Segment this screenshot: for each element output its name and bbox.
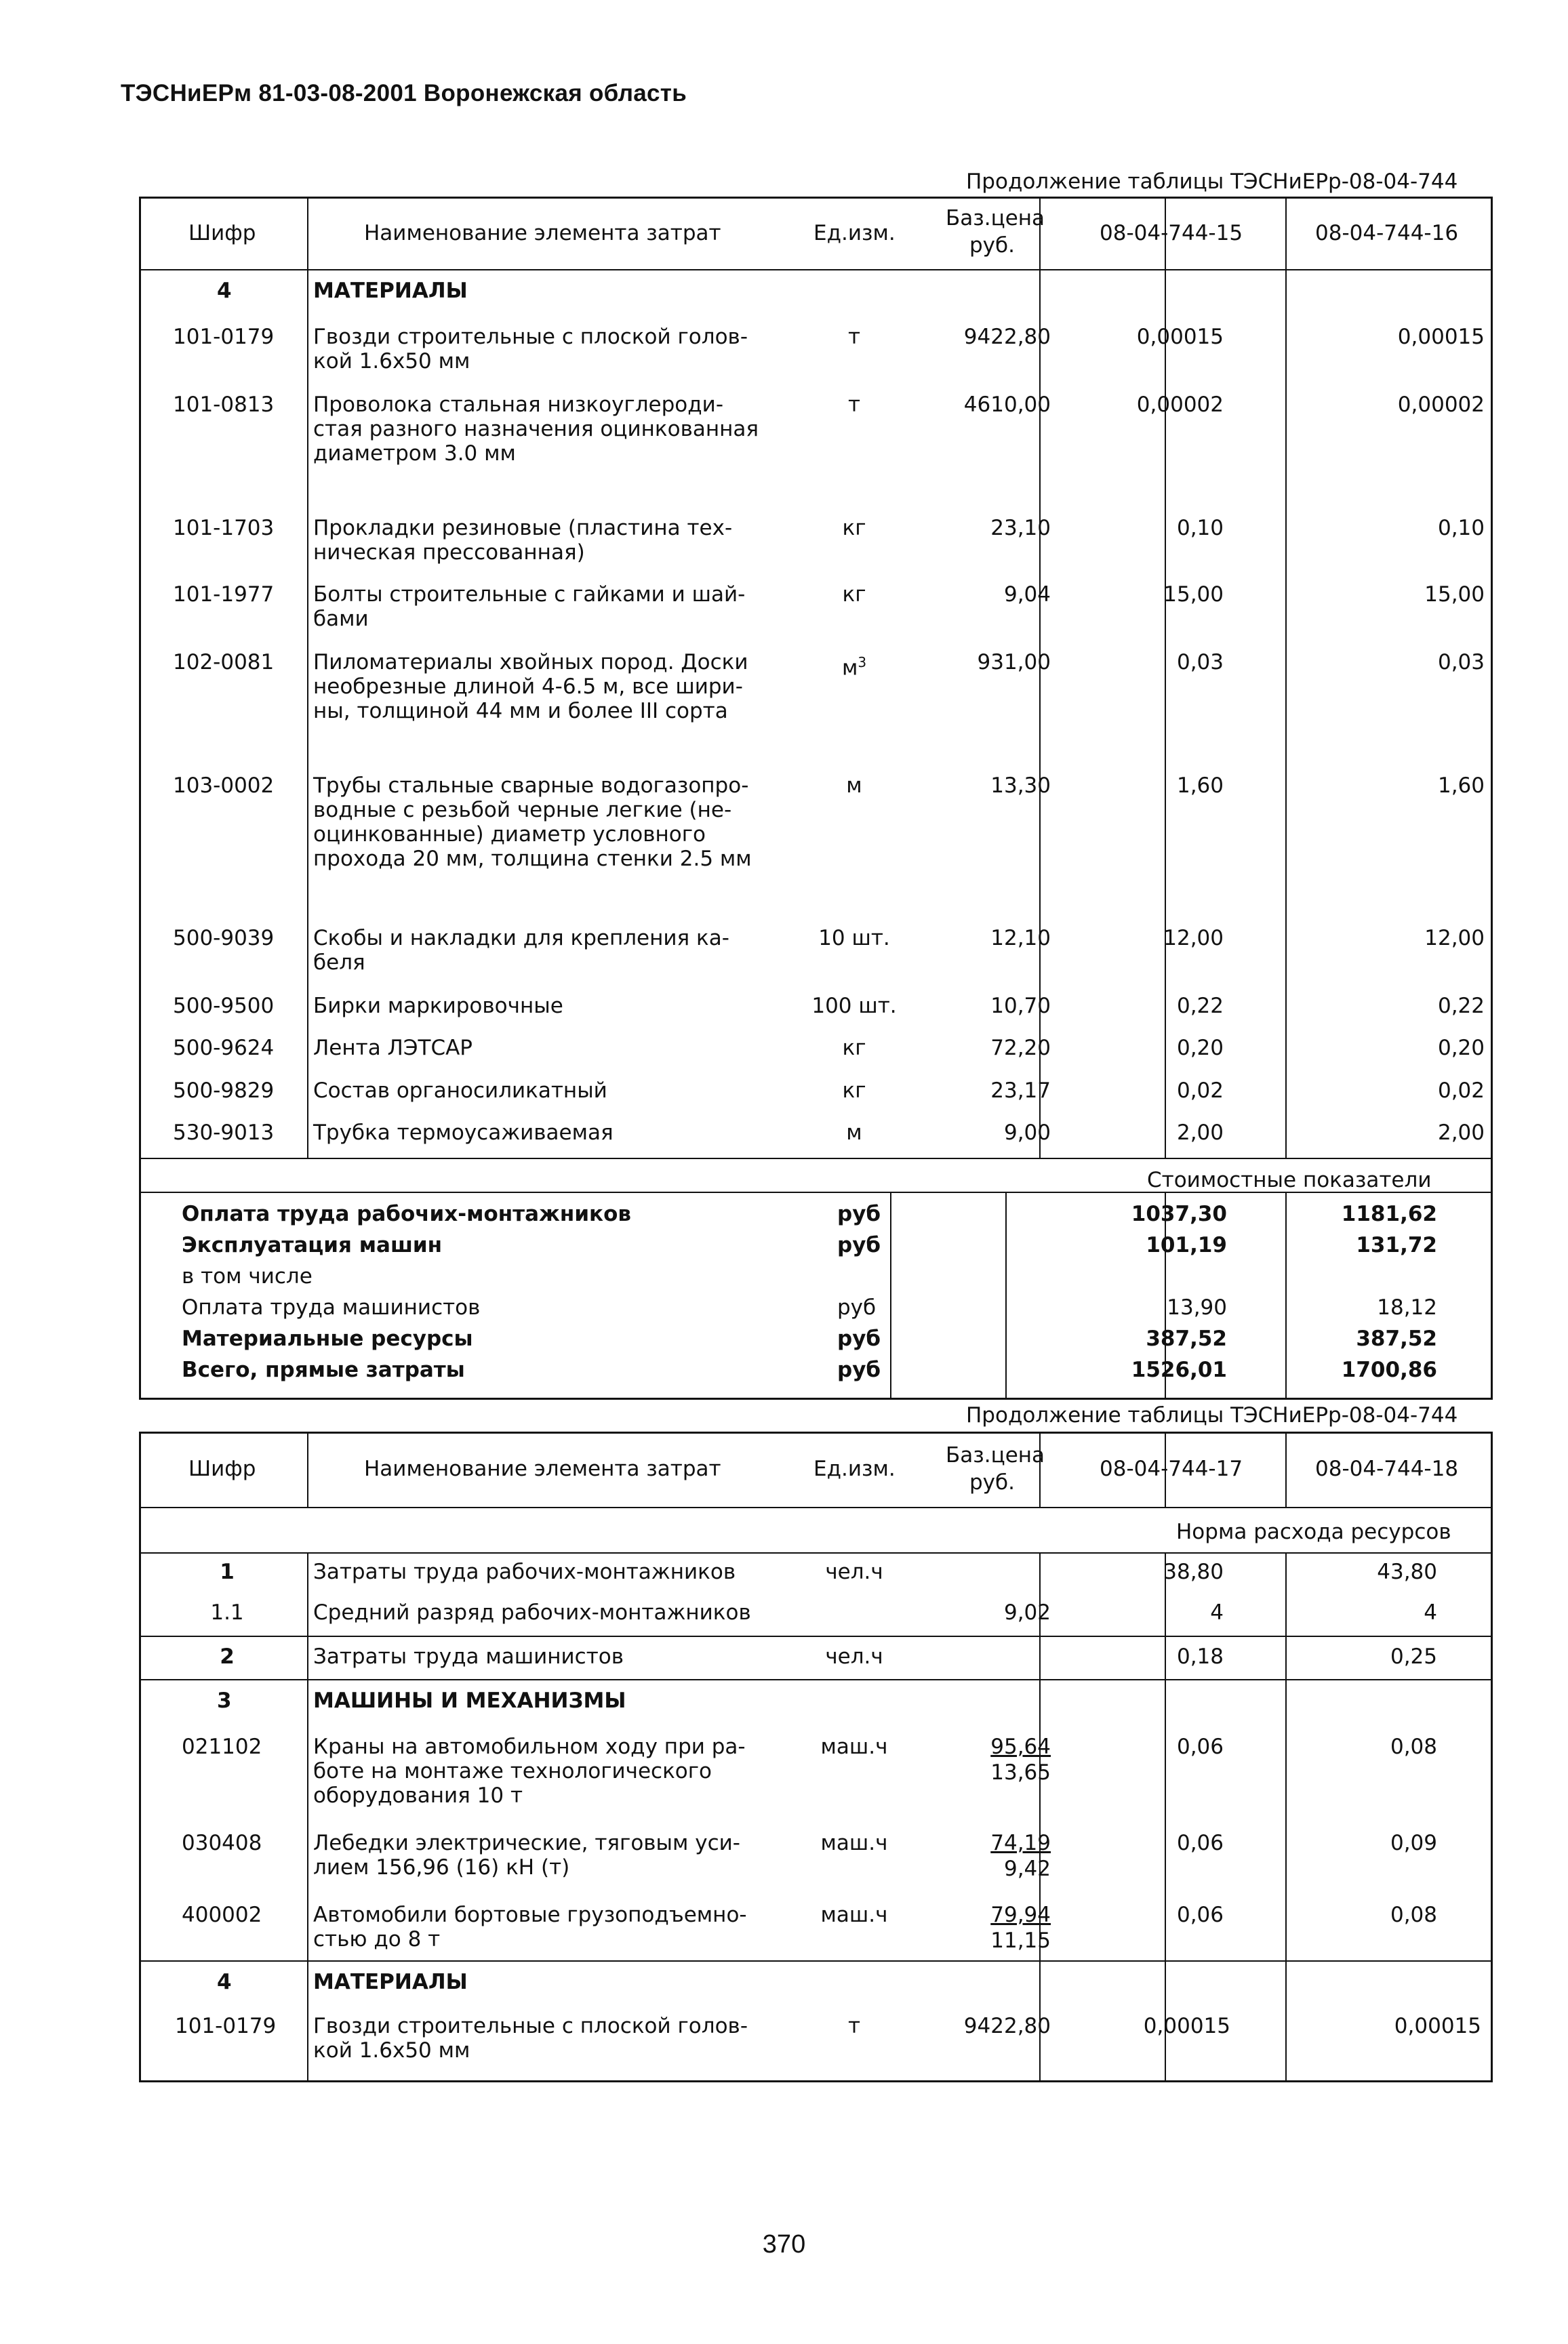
row-value-2: 0,00002 (1397, 392, 1485, 417)
row-code: 021102 (182, 1735, 262, 1759)
row-name-line: Пиломатериалы хвойных пород. Доски (313, 650, 748, 674)
row-unit: м (846, 1120, 862, 1145)
row-name-line: ны, толщиной 44 мм и более III сорта (313, 699, 728, 723)
row-value-1: 0,03 (1176, 650, 1224, 674)
row-name-line: Бирки маркировочные (313, 994, 563, 1018)
row-value-1: 0,20 (1176, 1036, 1224, 1060)
row-value-2: 0,10 (1437, 516, 1485, 540)
row-value-2: 0,22 (1437, 994, 1485, 1018)
row-unit: маш.ч (820, 1831, 888, 1855)
row-price: 4610,00 (963, 392, 1051, 417)
row-unit: 10 шт. (818, 926, 890, 950)
col-header-price: Баз.цена (946, 206, 1045, 230)
norm-section-header: Норма расхода ресурсов (1176, 1520, 1451, 1544)
row-code: 101-0179 (173, 325, 275, 349)
row-value-1: 4 (1210, 1600, 1224, 1625)
row-code: 030408 (182, 1831, 262, 1855)
row-value-1: 0,02 (1176, 1078, 1224, 1103)
row-price: 23,17 (990, 1078, 1051, 1103)
row-name-line: боте на монтаже технологического (313, 1759, 712, 1783)
row-code: 1.1 (210, 1600, 244, 1625)
row-name: Затраты труда машинистов (313, 1644, 624, 1669)
col-header-code: Шифр (188, 221, 256, 245)
row-value-2: 15,00 (1424, 582, 1485, 607)
row-name-line: диаметром 3.0 мм (313, 441, 516, 466)
row-price: 931,00 (977, 650, 1051, 674)
table1-continuation: Продолжение таблицы ТЭСНиЕРр-08-04-744 (966, 169, 1458, 194)
row-price: 95,64 (990, 1735, 1051, 1759)
row-code: 101-0179 (175, 2014, 277, 2038)
row-unit: т (847, 325, 861, 349)
row-name-line: Краны на автомобильном ходу при ра- (313, 1735, 746, 1759)
row-value-2: 0,02 (1437, 1078, 1485, 1103)
cost-value-1: 1037,30 (1131, 1202, 1227, 1226)
row-value-2: 0,25 (1390, 1644, 1437, 1669)
row-unit: 100 шт. (811, 994, 897, 1018)
row-value-2: 0,09 (1390, 1831, 1437, 1855)
row-code: 101-1703 (173, 516, 275, 540)
row-unit: чел.ч (825, 1560, 883, 1584)
row-code: 530-9013 (173, 1120, 275, 1145)
page-number: 370 (762, 2230, 806, 2259)
row-price: 10,70 (990, 994, 1051, 1018)
cost-label: Всего, прямые затраты (182, 1358, 465, 1382)
row-unit: т (847, 2014, 861, 2038)
row-name-line: Скобы и накладки для крепления ка- (313, 926, 729, 950)
row-price: 23,10 (990, 516, 1051, 540)
row-unit: кг (842, 1078, 866, 1103)
row-price: 9,02 (1003, 1600, 1051, 1625)
row-value-2: 43,80 (1377, 1560, 1437, 1584)
row-name-line: Лебедки электрические, тяговым уси- (313, 1831, 740, 1855)
cost-value-1: 1526,01 (1131, 1358, 1227, 1382)
row-price: 72,20 (990, 1036, 1051, 1060)
cost-value-1: 13,90 (1167, 1295, 1227, 1320)
t2-col-header-value-2: 08-04-744-18 (1315, 1457, 1459, 1481)
row-price-machinist: 9,42 (1003, 1857, 1051, 1881)
row-code: 2 (220, 1644, 235, 1669)
row-code: 1 (220, 1560, 235, 1584)
row-unit: кг (842, 516, 866, 540)
cost-value-1: 101,19 (1146, 1233, 1227, 1257)
row-value-1: 1,60 (1176, 773, 1224, 798)
row-value-2: 0,20 (1437, 1036, 1485, 1060)
row-value-1: 0,06 (1176, 1735, 1224, 1759)
row-name-line: бами (313, 607, 369, 631)
row-value-2: 0,08 (1390, 1903, 1437, 1927)
row-value-1: 0,00002 (1136, 392, 1224, 417)
t2-col-header-value-1: 08-04-744-17 (1100, 1457, 1243, 1481)
row-code: 500-9829 (173, 1078, 275, 1103)
row-name-line: беля (313, 950, 365, 975)
row-code: 103-0002 (173, 773, 275, 798)
row-name-line: Гвозди строительные с плоской голов- (313, 325, 748, 349)
t2-col-header-name: Наименование элемента затрат (364, 1457, 721, 1481)
row-value-1: 0,10 (1176, 516, 1224, 540)
section-title: МАШИНЫ И МЕХАНИЗМЫ (313, 1689, 626, 1713)
row-value-1: 0,00015 (1143, 2014, 1230, 2038)
row-name-line: лием 156,96 (16) кН (т) (313, 1855, 570, 1880)
cost-unit: руб (837, 1202, 881, 1226)
col-header-value-2: 08-04-744-16 (1315, 221, 1459, 245)
section-code: 3 (217, 1689, 232, 1713)
cost-value-2: 1181,62 (1341, 1202, 1437, 1226)
row-name-line: стая разного назначения оцинкованная (313, 417, 759, 441)
row-name: Затраты труда рабочих-монтажников (313, 1560, 736, 1584)
col-header-value-1: 08-04-744-15 (1100, 221, 1243, 245)
cost-value-2: 1700,86 (1341, 1358, 1437, 1382)
row-name-line: необрезные длиной 4-6.5 м, все шири- (313, 674, 743, 699)
cost-unit: руб (837, 1233, 881, 1257)
row-value-2: 4 (1424, 1600, 1437, 1625)
row-name-line: Гвозди строительные с плоской голов- (313, 2014, 748, 2038)
row-price: 74,19 (990, 1831, 1051, 1855)
row-unit: чел.ч (825, 1644, 883, 1669)
row-code: 101-1977 (173, 582, 275, 607)
col-header-unit: Ед.изм. (813, 221, 896, 245)
row-price-machinist: 11,15 (990, 1928, 1051, 1953)
cost-value-2: 18,12 (1377, 1295, 1437, 1320)
cost-label: Материальные ресурсы (182, 1327, 473, 1351)
row-name-line: Лента ЛЭТСАР (313, 1036, 473, 1060)
row-name-line: Состав органосиликатный (313, 1078, 607, 1103)
section-code: 4 (217, 279, 232, 303)
section-code: 4 (217, 1970, 232, 1994)
row-value-2: 0,03 (1437, 650, 1485, 674)
row-value-2: 2,00 (1437, 1120, 1485, 1145)
t2-col-header-unit: Ед.изм. (813, 1457, 896, 1481)
row-price: 9,00 (1003, 1120, 1051, 1145)
row-value-1: 0,06 (1176, 1831, 1224, 1855)
row-value-2: 0,00015 (1394, 2014, 1481, 2038)
row-value-1: 0,00015 (1136, 325, 1224, 349)
row-price-machinist: 13,65 (990, 1760, 1051, 1785)
row-name-line: оцинкованные) диаметр условного (313, 822, 706, 847)
row-value-1: 15,00 (1163, 582, 1224, 607)
col-header-price-unit: руб. (969, 233, 1015, 258)
cost-label: в том числе (182, 1264, 313, 1289)
row-value-2: 0,08 (1390, 1735, 1437, 1759)
row-unit: т (847, 392, 861, 417)
cost-label: Эксплуатация машин (182, 1233, 443, 1257)
t2-col-header-price-unit: руб. (969, 1470, 1015, 1495)
table2-continuation: Продолжение таблицы ТЭСНиЕРр-08-04-744 (966, 1403, 1458, 1428)
row-price: 13,30 (990, 773, 1051, 798)
cost-label: Оплата труда рабочих-монтажников (182, 1202, 631, 1226)
row-code: 102-0081 (173, 650, 275, 674)
row-value-1: 38,80 (1163, 1560, 1224, 1584)
row-value-1: 12,00 (1163, 926, 1224, 950)
row-code: 500-9624 (173, 1036, 275, 1060)
section-title: МАТЕРИАЛЫ (313, 1970, 468, 1994)
row-unit: кг (842, 582, 866, 607)
row-price: 9422,80 (963, 2014, 1051, 2038)
row-name-line: Трубы стальные сварные водогазопро- (313, 773, 749, 798)
row-unit: $м^3$ (841, 654, 867, 681)
t2-col-header-code: Шифр (188, 1457, 256, 1481)
row-value-2: 1,60 (1437, 773, 1485, 798)
row-name-line: водные с резьбой черные легкие (не- (313, 798, 732, 822)
row-name-line: Автомобили бортовые грузоподъемно- (313, 1903, 747, 1927)
row-name-line: Проволока стальная низкоуглероди- (313, 392, 724, 417)
cost-unit: руб (837, 1358, 881, 1382)
section-title: МАТЕРИАЛЫ (313, 279, 468, 303)
row-price: 9422,80 (963, 325, 1051, 349)
row-unit: маш.ч (820, 1735, 888, 1759)
page-header: ТЭСНиЕРм 81-03-08-2001 Воронежская область (121, 80, 687, 106)
row-price: 12,10 (990, 926, 1051, 950)
row-name-line: кой 1.6х50 мм (313, 2038, 470, 2063)
cost-value-1: 387,52 (1146, 1327, 1227, 1351)
row-value-2: 0,00015 (1397, 325, 1485, 349)
cost-value-2: 131,72 (1356, 1233, 1437, 1257)
row-name-line: Болты строительные с гайками и шай- (313, 582, 746, 607)
row-name-line: стью до 8 т (313, 1927, 441, 1952)
row-value-1: 2,00 (1176, 1120, 1224, 1145)
row-name: Средний разряд рабочих-монтажников (313, 1600, 751, 1625)
row-unit: маш.ч (820, 1903, 888, 1927)
row-price: 9,04 (1003, 582, 1051, 607)
row-name-line: кой 1.6х50 мм (313, 349, 470, 373)
row-price: 79,94 (990, 1903, 1051, 1927)
row-value-1: 0,22 (1176, 994, 1224, 1018)
row-unit: м (846, 773, 862, 798)
t2-col-header-price: Баз.цена (946, 1443, 1045, 1468)
row-code: 400002 (182, 1903, 262, 1927)
cost-unit: руб (837, 1295, 877, 1320)
row-code: 500-9500 (173, 994, 275, 1018)
row-name-line: прохода 20 мм, толщина стенки 2.5 мм (313, 847, 752, 871)
row-value-2: 12,00 (1424, 926, 1485, 950)
row-name-line: ническая прессованная) (313, 540, 585, 565)
row-unit-superscript: 3 (858, 654, 867, 670)
row-value-1: 0,06 (1176, 1903, 1224, 1927)
row-code: 500-9039 (173, 926, 275, 950)
row-code: 101-0813 (173, 392, 275, 417)
cost-value-2: 387,52 (1356, 1327, 1437, 1351)
row-unit: кг (842, 1036, 866, 1060)
row-name-line: Трубка термоусаживаемая (313, 1120, 614, 1145)
cost-unit: руб (837, 1327, 881, 1351)
row-value-1: 0,18 (1176, 1644, 1224, 1669)
col-header-name: Наименование элемента затрат (364, 221, 721, 245)
cost-section-header: Стоимостные показатели (1147, 1168, 1432, 1192)
cost-label: Оплата труда машинистов (182, 1295, 481, 1320)
row-name-line: Прокладки резиновые (пластина тех- (313, 516, 733, 540)
row-name-line: оборудования 10 т (313, 1783, 523, 1808)
